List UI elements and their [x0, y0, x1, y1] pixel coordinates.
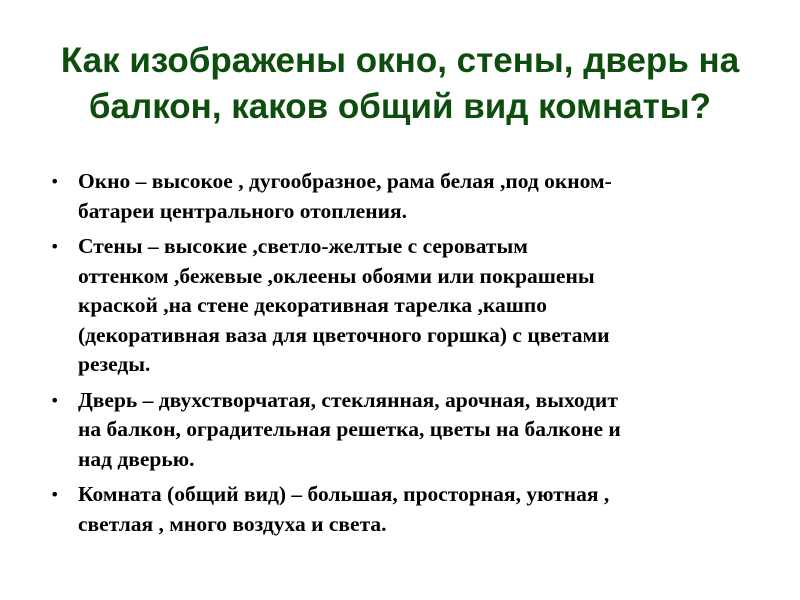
bullet-dot-icon: • [50, 390, 60, 410]
bullet-item-window [46, 167, 766, 226]
bullet-line: Окно – высокое , дугообразное, рама белая ,под окном- [78, 169, 612, 193]
bullet-line: светлая , много воздуха и света. [78, 511, 387, 536]
bullet-text [78, 480, 766, 539]
bullet-line: краской ,на стене декоративная тарелка ,кашпо [78, 293, 548, 317]
bullet-line: на балкон, оградительная решетка, цветы на балконе и [78, 417, 621, 441]
bullet-list [46, 167, 766, 545]
bullet-line: Комната (общий вид) – большая, просторная, уютная , [78, 482, 610, 506]
bullet-line: над дверью. [78, 446, 195, 471]
bullet-text [78, 386, 766, 475]
bullet-line: батареи центрального отопления. [78, 198, 408, 223]
bullet-text [78, 167, 766, 226]
bullet-dot-icon: • [50, 172, 60, 191]
title-line-1: Как изображены окно, стены, дверь на [60, 41, 740, 80]
bullet-line: Дверь – двухстворчатая, стеклянная, арочная, выходит [78, 387, 618, 412]
bullet-item-door [46, 386, 766, 475]
bullet-line: (декоративная ваза для цветочного горшка) с цветами [78, 322, 610, 347]
bullet-line: резеды. [78, 352, 151, 376]
title-line-2: балкон, каков общий вид комнаты? [88, 87, 712, 126]
bullet-line: оттенком ,бежевые ,оклеены обоями или покрашены [78, 263, 595, 288]
bullet-item-walls [46, 232, 766, 380]
slide-title [0, 38, 800, 130]
bullet-item-room [46, 480, 766, 539]
bullet-dot-icon: • [50, 237, 60, 256]
bullet-line: Стены – высокие ,светло-желтые с сероватым [78, 234, 528, 258]
bullet-text [78, 232, 766, 380]
bullet-dot-icon: • [50, 485, 60, 504]
